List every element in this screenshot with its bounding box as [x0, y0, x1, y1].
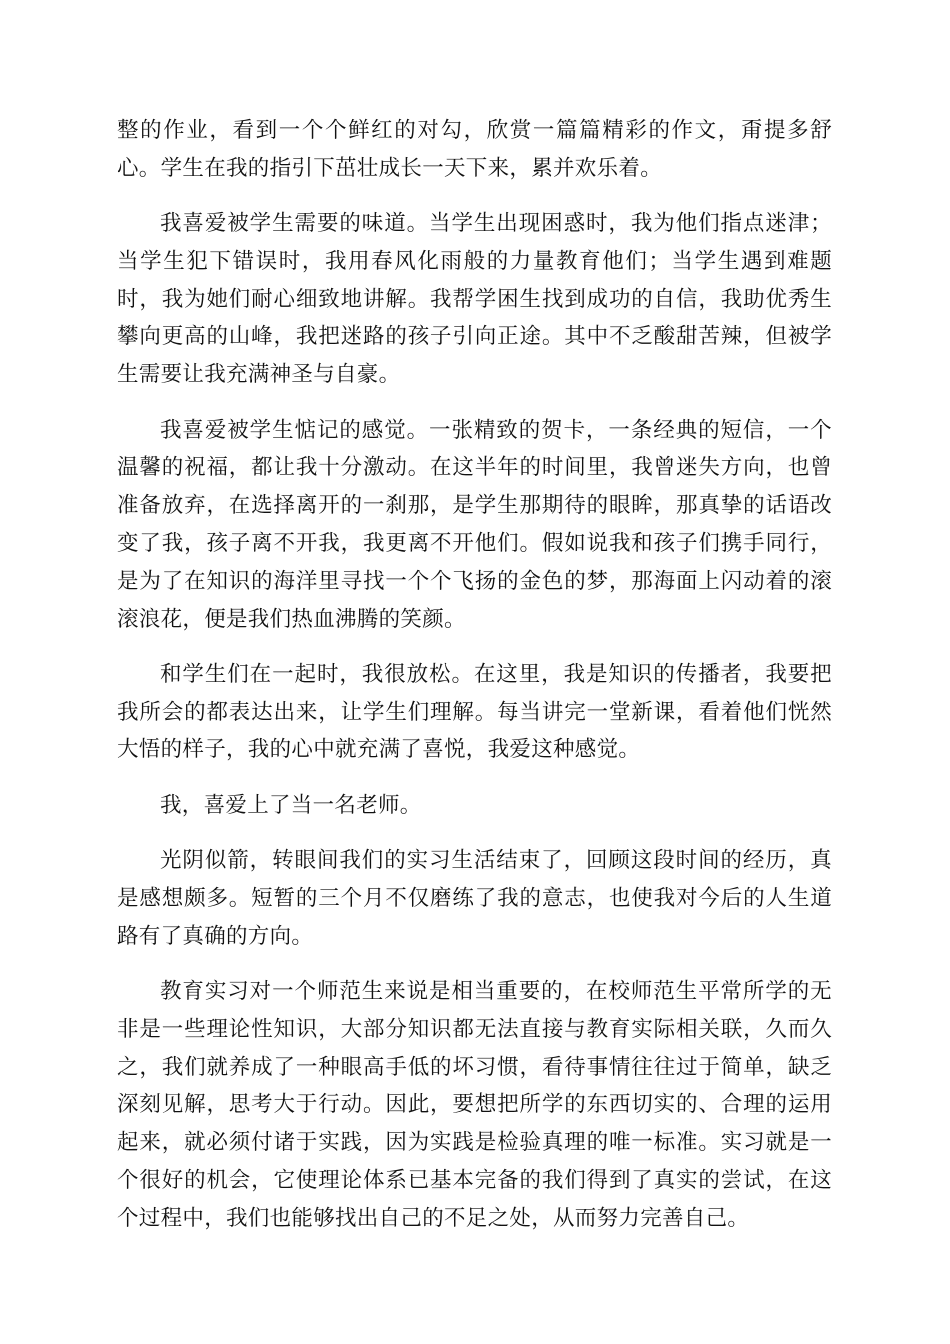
paragraph-remembered-by-students: 我喜爱被学生惦记的感觉。一张精致的贺卡，一条经典的短信，一个温馨的祝福，都让我十分激动。在这半年的时间里，我曾迷失方向，也曾准备放弃，在选择离开的一刹那，是学生那期待的眼眸，那真挚的话语改变了我，孩子离不开我，我更离不开他们。假如说我和孩子们携手同行，是为了在知识的海洋里寻找一个个飞扬的金色的梦，那海面上闪动着的滚滚浪花，便是我们热血沸腾的笑颜。 — [117, 417, 832, 632]
document-page — [117, 112, 832, 1255]
paragraph-continued: 整的作业，看到一个个鲜红的对勾，欣赏一篇篇精彩的作文，甭提多舒心。学生在我的指引下茁壮成长一天下来，累并欢乐着。 — [117, 118, 832, 181]
paragraph-relaxed-with-students: 和学生们在一起时，我很放松。在这里，我是知识的传播者，我要把我所会的都表达出来，让学生们理解。每当讲完一堂新课，看着他们恍然大悟的样子，我的心中就充满了喜悦，我爱这种感觉。 — [117, 661, 832, 763]
paragraph-love-teaching: 我，喜爱上了当一名老师。 — [160, 792, 422, 818]
paragraph-needed-by-students: 我喜爱被学生需要的味道。当学生出现困惑时，我为他们指点迷津；当学生犯下错误时，我用春风化雨般的力量教育他们；当学生遇到难题时，我为她们耐心细致地讲解。我帮学困生找到成功的自信，我助优秀生攀向更高的山峰，我把迷路的孩子引向正途。其中不乏酸甜苦辣，但被学生需要让我充满神圣与自豪。 — [117, 211, 832, 388]
paragraph-internship-importance: 教育实习对一个师范生来说是相当重要的，在校师范生平常所学的无非是一些理论性知识，大部分知识都无法直接与教育实际相关联，久而久之，我们就养成了一种眼高手低的坏习惯，看待事情往往过于简单，缺乏深刻见解，思考大于行动。因此，要想把所学的东西切实的、合理的运用起来，就必须付诸于实践，因为实践是检验真理的唯一标准。实习就是一个很好的机会，它使理论体系已基本完备的我们得到了真实的尝试，在这个过程中，我们也能够找出自己的不足之处，从而努力完善自己。 — [117, 978, 832, 1231]
paragraph-internship-ended: 光阴似箭，转眼间我们的实习生活结束了，回顾这段时间的经历，真是感想颇多。短暂的三个月不仅磨练了我的意志，也使我对今后的人生道路有了真确的方向。 — [117, 848, 832, 949]
